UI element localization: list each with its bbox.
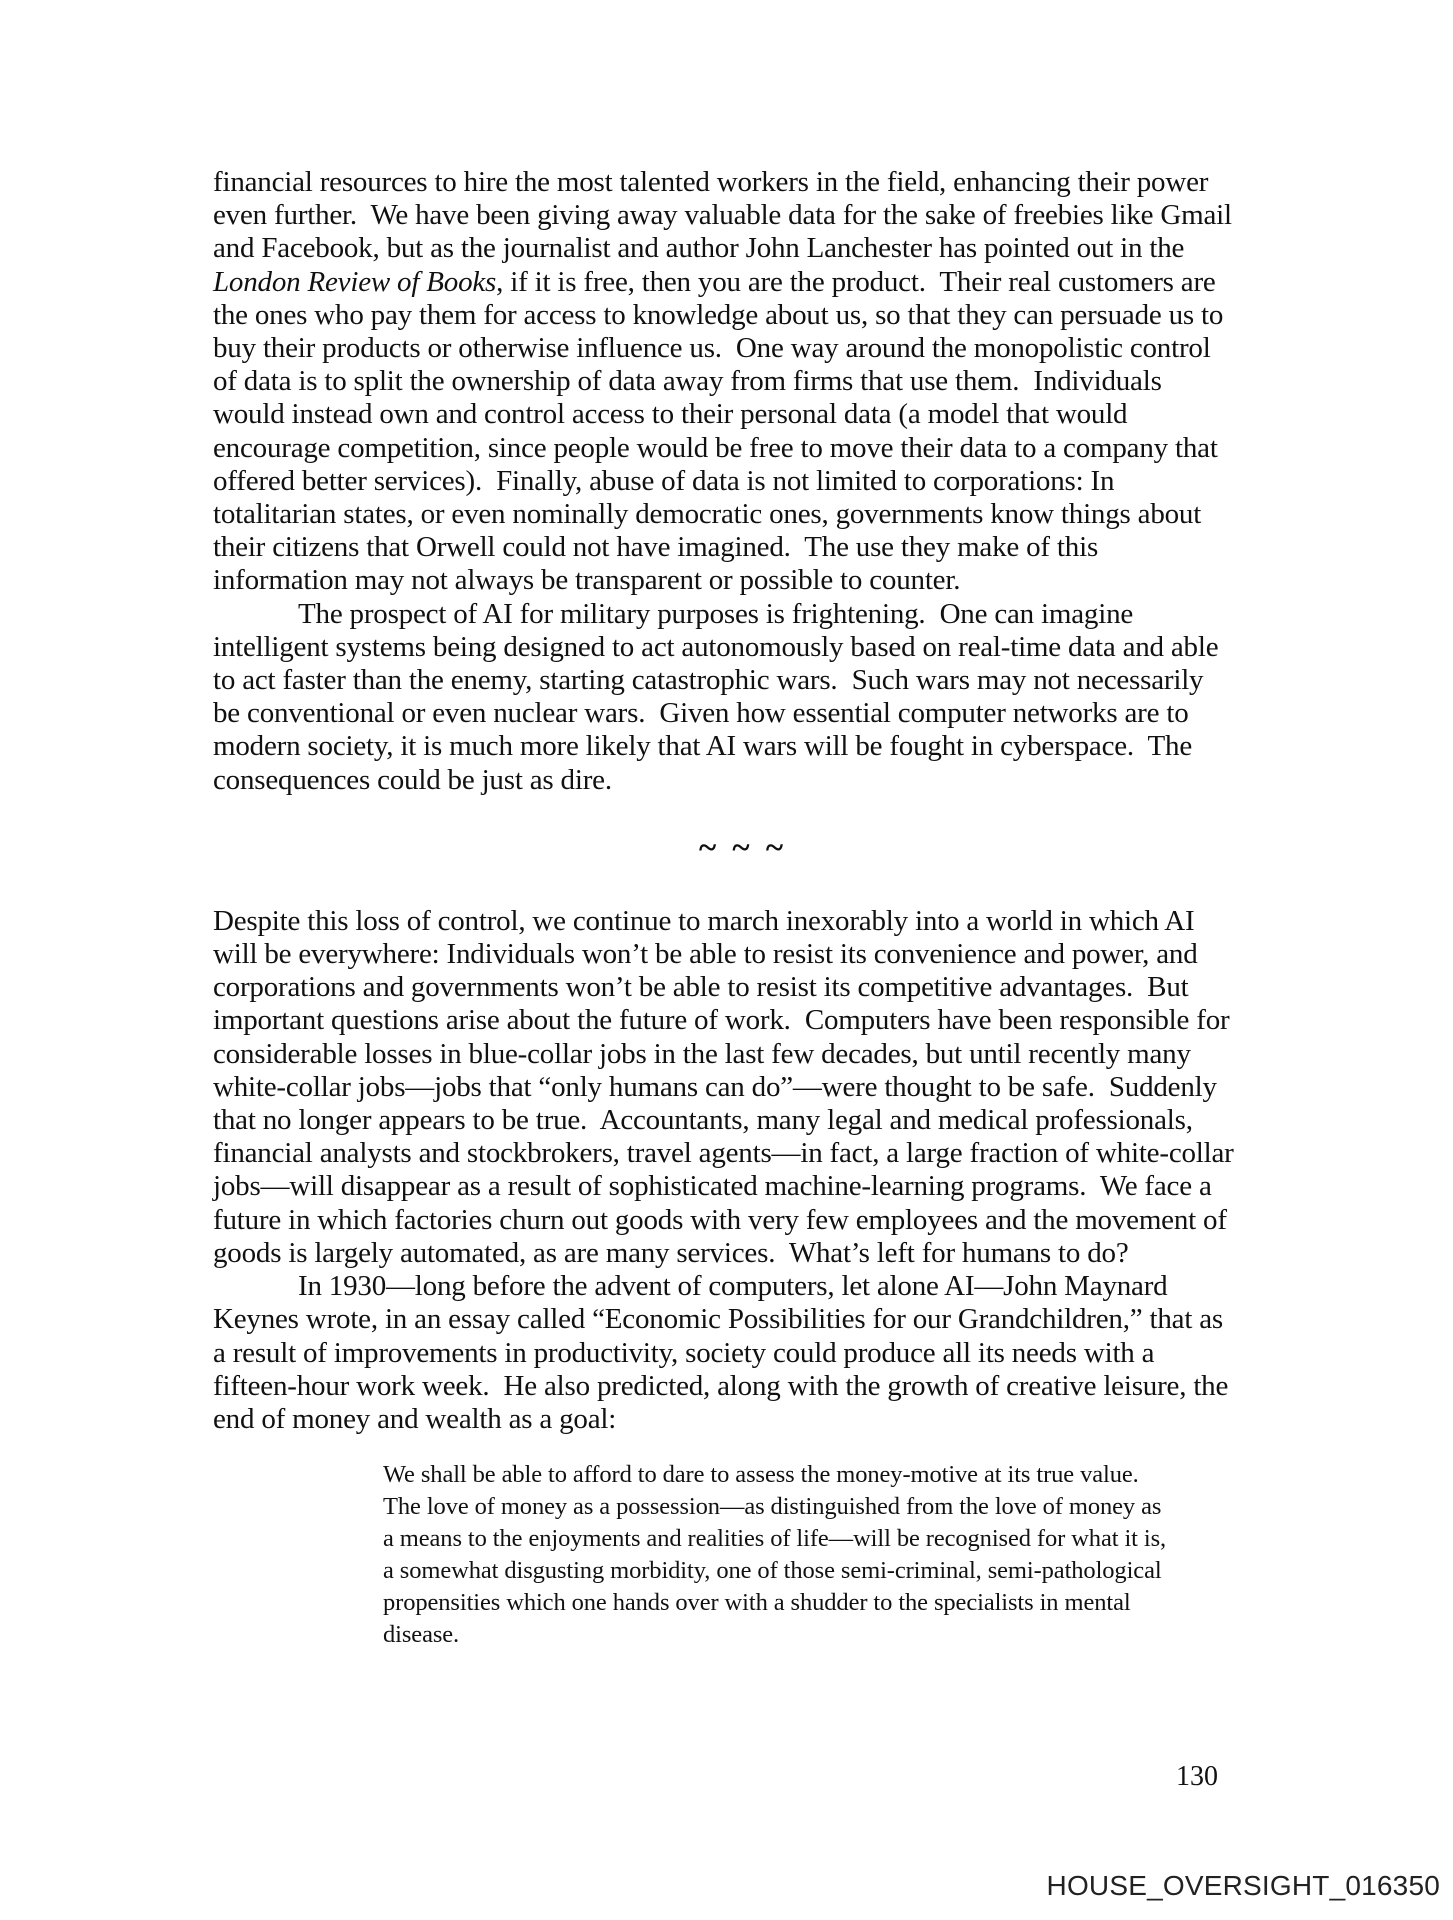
page-number: 130 xyxy=(1176,1761,1218,1792)
text-run: be conventional or even nuclear wars. Given how essential computer networks are to xyxy=(213,697,1189,730)
text-run: that no longer appears to be true. Accountants, many legal and medical professionals, xyxy=(213,1104,1193,1137)
text-column xyxy=(213,166,1269,1651)
text-line xyxy=(383,1587,1269,1619)
text-run: information may not always be transparent or possible to counter. xyxy=(213,564,961,597)
bates-stamp: HOUSE_OVERSIGHT_016350 xyxy=(1046,1870,1440,1901)
text-line xyxy=(213,1204,1269,1237)
text-line xyxy=(213,598,1269,631)
text-line xyxy=(213,1370,1269,1403)
text-run: The love of money as a possession—as distinguished from the love of money as xyxy=(383,1493,1162,1521)
text-run: In 1930—long before the advent of computers, let alone AI—John Maynard xyxy=(298,1270,1168,1303)
text-line xyxy=(213,697,1269,730)
text-run: end of money and wealth as a goal: xyxy=(213,1402,617,1435)
section-separator: ~ ~ ~ xyxy=(699,829,783,866)
block-quote xyxy=(383,1459,1269,1651)
text-run: , if it is free, then you are the product. Their real customers are xyxy=(496,265,1216,298)
text-run: even further. We have been giving away valuable data for the sake of freebies like Gmail xyxy=(213,199,1232,232)
text-line xyxy=(213,199,1269,232)
text-run: propensities which one hands over with a shudder to the specialists in mental xyxy=(383,1589,1131,1617)
text-run: a somewhat disgusting morbidity, one of those semi-criminal, semi-pathological xyxy=(383,1557,1162,1585)
text-run: fifteen-hour work week. He also predicted, along with the growth of creative leisure, the xyxy=(213,1369,1229,1402)
text-run: a means to the enjoyments and realities of life—will be recognised for what it is, xyxy=(383,1525,1167,1553)
text-run: Despite this loss of control, we continue to march inexorably into a world in which AI xyxy=(213,904,1195,937)
text-run: and Facebook, but as the journalist and author John Lanchester has pointed out in the xyxy=(213,232,1185,265)
text-line xyxy=(213,1170,1269,1203)
text-run: would instead own and control access to their personal data (a model that would xyxy=(213,398,1128,431)
text-line xyxy=(213,432,1269,465)
text-line xyxy=(213,1303,1269,1336)
text-line xyxy=(213,332,1269,365)
text-line xyxy=(213,1104,1269,1137)
text-run: disease. xyxy=(383,1621,460,1649)
text-line xyxy=(213,465,1269,498)
text-run: a result of improvements in productivity, society could produce all its needs with a xyxy=(213,1336,1155,1369)
text-run: totalitarian states, or even nominally democratic ones, governments know things about xyxy=(213,498,1202,531)
text-line xyxy=(213,166,1269,199)
text-line xyxy=(213,664,1269,697)
text-line xyxy=(213,764,1269,797)
text-line xyxy=(213,1270,1269,1303)
text-line xyxy=(213,531,1269,564)
text-run: financial resources to hire the most talented workers in the field, enhancing their power xyxy=(213,166,1209,198)
text-run: of data is to split the ownership of data away from firms that use them. Individuals xyxy=(213,365,1162,398)
text-run: to act faster than the enemy, starting catastrophic wars. Such wars may not necessarily xyxy=(213,664,1204,697)
text-line xyxy=(213,564,1269,597)
text-run: goods is largely automated, as are many services. What’s left for humans to do? xyxy=(213,1236,1129,1269)
text-line xyxy=(383,1619,1269,1651)
text-run: modern society, it is much more likely that AI wars will be fought in cyberspace. The xyxy=(213,730,1193,763)
text-run: The prospect of AI for military purposes is frightening. One can imagine xyxy=(298,597,1134,630)
text-line xyxy=(383,1523,1269,1555)
text-run: We shall be able to afford to dare to assess the money-motive at its true value. xyxy=(383,1461,1139,1489)
text-run: their citizens that Orwell could not have imagined. The use they make of this xyxy=(213,531,1099,564)
text-run: Keynes wrote, in an essay called “Economic Possibilities for our Grandchildren,” that as xyxy=(213,1303,1223,1336)
italic-text: London Review of Books xyxy=(213,265,497,298)
text-line xyxy=(213,1403,1269,1436)
text-line xyxy=(213,905,1269,938)
text-run: will be everywhere: Individuals won’t be able to resist its convenience and power, and xyxy=(213,938,1198,971)
paragraph xyxy=(213,166,1269,598)
text-line xyxy=(213,232,1269,265)
text-line xyxy=(213,1237,1269,1270)
paragraph xyxy=(213,598,1269,797)
text-line xyxy=(213,938,1269,971)
text-line xyxy=(213,498,1269,531)
text-run: considerable losses in blue-collar jobs in the last few decades, but until recently many xyxy=(213,1037,1191,1070)
text-line xyxy=(213,398,1269,431)
text-line xyxy=(383,1491,1269,1523)
text-run: white-collar jobs—jobs that “only humans can do”—were thought to be safe. Suddenly xyxy=(213,1070,1217,1103)
text-line xyxy=(213,1071,1269,1104)
text-run: encourage competition, since people would be free to move their data to a company that xyxy=(213,431,1218,464)
text-run: intelligent systems being designed to act autonomously based on real-time data and able xyxy=(213,630,1219,663)
text-line xyxy=(213,1038,1269,1071)
text-run: offered better services). Finally, abuse of data is not limited to corporations: In xyxy=(213,464,1115,497)
text-line xyxy=(213,730,1269,763)
text-line xyxy=(213,1004,1269,1037)
text-line xyxy=(213,631,1269,664)
paragraph xyxy=(213,905,1269,1270)
text-run: buy their products or otherwise influence us. One way around the monopolistic control xyxy=(213,332,1211,365)
text-run: important questions arise about the future of work. Computers have been responsible for xyxy=(213,1004,1230,1037)
text-line xyxy=(213,299,1269,332)
text-line xyxy=(213,365,1269,398)
paragraph xyxy=(213,1270,1269,1436)
text-run: consequences could be just as dire. xyxy=(213,763,612,796)
text-run: jobs—will disappear as a result of sophisticated machine-learning programs. We face a xyxy=(213,1170,1212,1203)
text-line xyxy=(213,1337,1269,1370)
text-run: corporations and governments won’t be able to resist its competitive advantages. But xyxy=(213,971,1189,1004)
text-run: future in which factories churn out goods with very few employees and the movement of xyxy=(213,1203,1227,1236)
text-run: financial analysts and stockbrokers, travel agents—in fact, a large fraction of white-collar xyxy=(213,1137,1234,1170)
text-run: the ones who pay them for access to knowledge about us, so that they can persuade us to xyxy=(213,298,1224,331)
text-line xyxy=(213,266,1269,299)
text-line xyxy=(383,1555,1269,1587)
text-line xyxy=(213,1137,1269,1170)
text-line xyxy=(383,1459,1269,1491)
text-line xyxy=(213,971,1269,1004)
